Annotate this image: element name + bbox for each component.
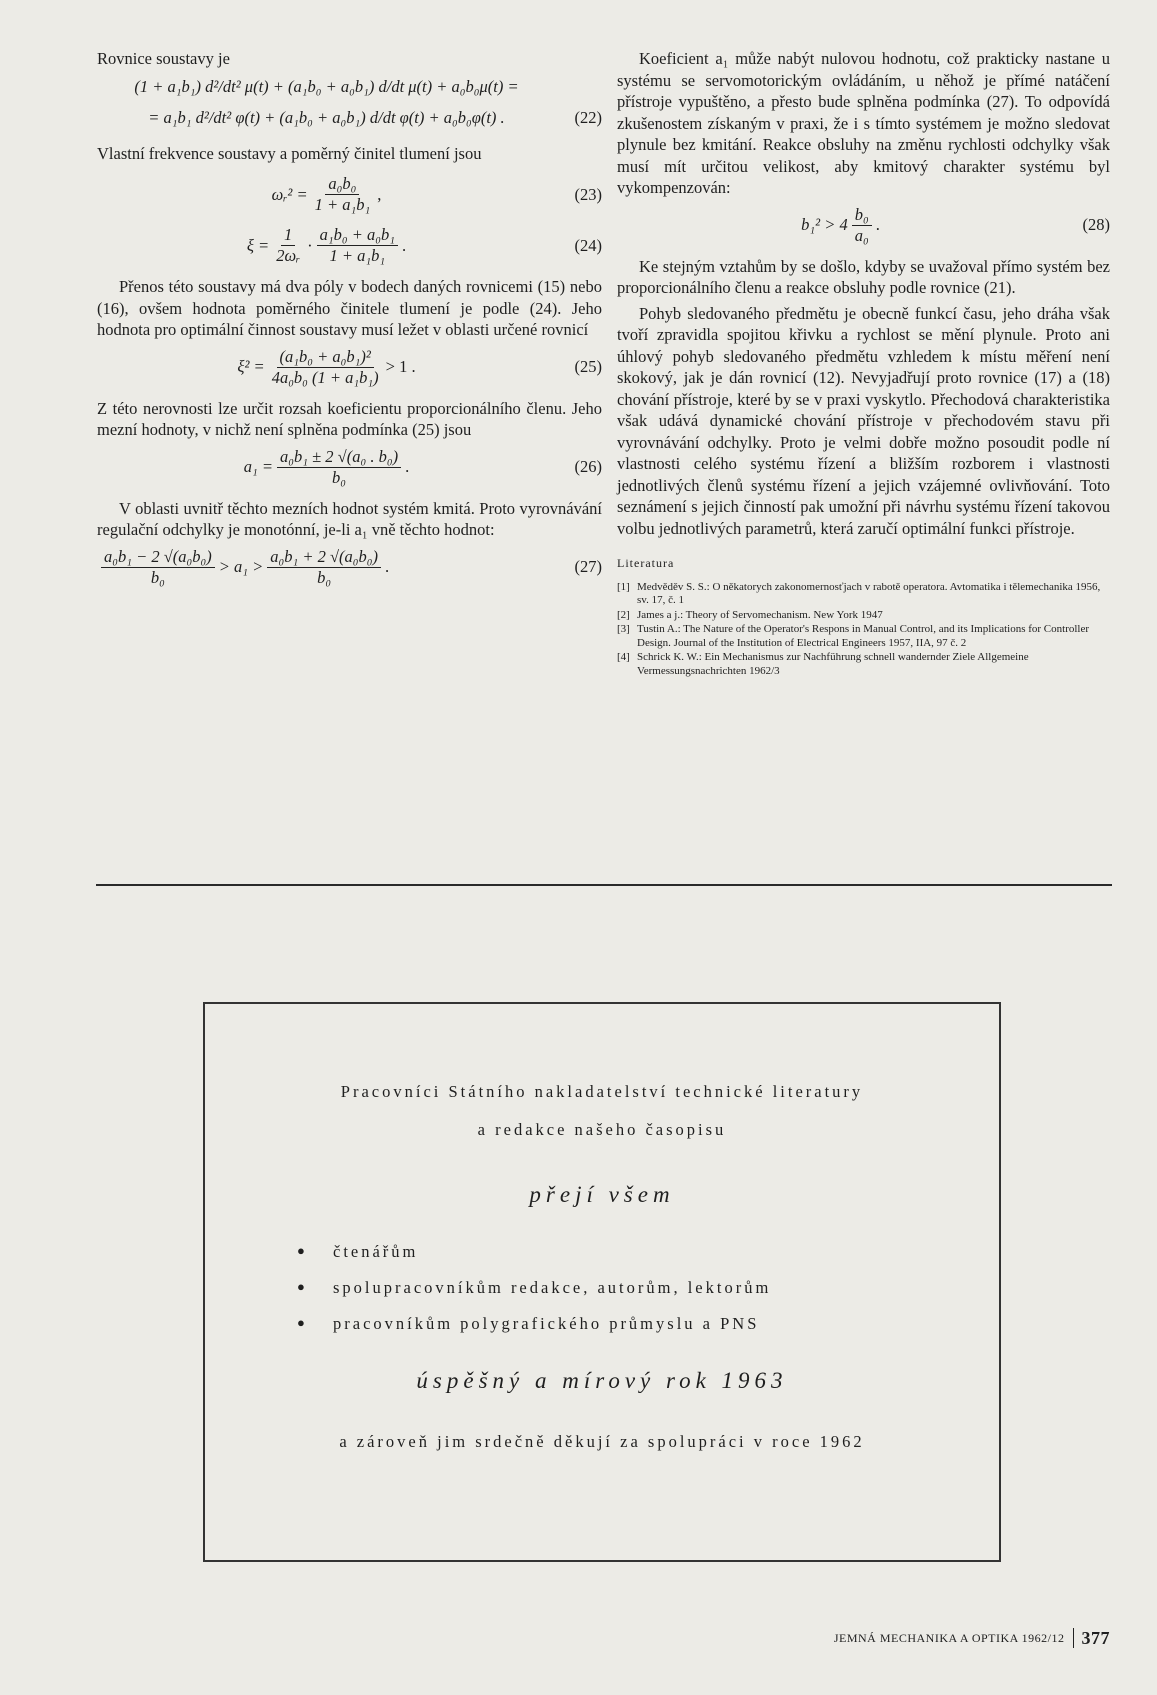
paragraph: Z této nerovnosti lze určit rozsah koeficientu proporcionálního členu. Jeho mezní hodnoty, v nichž není splněna podmínka (25) jsou [97,398,602,439]
journal-name: JEMNÁ MECHANIKA A OPTIKA 1962/12 [833,1630,1065,1645]
paragraph: Vlastní frekvence soustavy a poměrný činitel tlumení jsou [97,143,482,163]
paragraph: Rovnice soustavy je [97,49,230,68]
greeting-bullet: ● pracovníkům polygrafického průmyslu a PNS [333,1314,759,1334]
equation-26: a₁ = $\frac{\text{a₀b₁ ± 2 √(a₀ . b₀)}}{\text{b₀}}$ . (26) [243,446,602,487]
equation-number: (25) [574,357,602,377]
equation-number: (28) [1082,215,1110,235]
reference-item: [2] James a j.: Theory of Servomechanism. New York 1947 [617,608,883,621]
equation-24: ξ = $\frac{1}{\text{2ωᵣ}}$ · $\frac{\text{a₁b₀ + a₀b₁}}{\text{1 + a₁b₁}}$ . (24) [246,225,602,265]
paragraph: Koeficient a₁ může nabýt nulovou hodnotu, což prakticky nastane u systému se servomotorickým ovládáním, u něhož je přímé natáčení přístroje vypuštěno, a přesto bude splněna podmínka (27). To odpovídá zkušenostem získaným v praxi, že i s tímto systémem je možno sledovat plynule bez kmitání. Reakce obsluhy na změnu rychlosti odchylky však musí mít určitou velikost, aby kmitový charakter systému byl vykompenzován: [617,49,1110,197]
references-heading: Literatura [617,556,675,570]
footer-divider [1073,1628,1074,1648]
equation-number: (26) [574,457,602,477]
equation-number: (24) [574,235,602,255]
equation-number: (23) [574,184,602,204]
page-footer [780,1628,1110,1648]
equation-number: (22) [574,108,602,127]
reference-item: [4] Schrick K. W.: Ein Mechanismus zur Nachführung schnell wandernder Ziele Allgemeine Vermessungsnachrichten 1962/3 [617,651,1029,677]
left-column [97,48,602,598]
greeting-bullet: ● spolupracovníkům redakce, autorům, lektorům [333,1278,771,1298]
greeting-content [203,1002,1001,1562]
equation-23: ωᵣ² = $\frac{\text{a₀b₀}}{\text{1 + a₁b₁}}$ , (23) [271,174,602,214]
equation-22a: (1 + a₁b₁) d²/dt² μ(t) + (a₁b₀ + a₀b₁) d/dt μ(t) + a₀b₀μ(t) = [134,76,519,96]
reference-item: [3] Tustin A.: The Nature of the Operator's Respons in Manual Control, and its Implications for Controller Design. Journal of the Institution of Electrical Engineers 1957, IIA, 97 č. 2 [617,623,1090,649]
equation-28: b₁² > 4 $\frac{\text{b₀}}{\text{a₀}}$ . (28) [801,204,1110,245]
equation-27: $\frac{\text{a₀b₁ − 2 √(a₀b₀)}}{\text{b₀}}$ > a₁ > $\frac{\text{a₀b₁ + 2 √(a₀b₀)}}{\text{b₀}}$ . (27) [97,547,602,588]
reference-item: [1] Medvěděv S. S.: O někatorych zakonomernosťjach v rabotě operatora. Avtomatika i tělemechanika 1956, sv. 17, č. 1 [617,580,1101,606]
right-column [617,48,1110,679]
greeting-line-1: Pracovníci Státního nakladatelství technické literatury [340,1082,864,1101]
paragraph: V oblasti uvnitř těchto mezních hodnot systém kmitá. Proto vyrovnávání regulační odchylky je monotónní, je-li a₁ vně těchto hodnot: [97,498,602,539]
horizontal-rule [96,884,1112,886]
equation-number: (27) [574,557,602,577]
greeting-bullet: ● čtenářům [333,1242,418,1262]
paragraph: Přenos této soustavy má dva póly v bodech daných rovnicemi (15) nebo (16), ovšem hodnota poměrného činitele tlumení je podle (24). Jeho hodnota pro optimální činnost soustavy musí ležet v oblasti určené rovnicí [97,277,602,339]
greeting-line-4: úspěšný a mírový rok 1963 [416,1368,788,1393]
greeting-line-2: a redakce našeho časopisu [477,1120,727,1139]
paragraph: Ke stejným vztahům by se došlo, kdyby se uvažoval přímo systém bez proporcionálního členu a reakce obsluhy podle rovnice (21). [617,256,1110,297]
page-number: 377 [1081,1627,1110,1648]
greeting-line-5: a zároveň jim srdečně děkují za spolupráci v roce 1962 [339,1432,865,1451]
paragraph: Pohyb sledovaného předmětu je obecně funkcí času, jeho dráha však tvoří zpravidla spojitou křivku a rychlost se mění plynule. Proto ani úhlový pohyb sledovaného předmětu vzhledem k místu měření není skokový, jak je dán rovnicí (12). Nevyjadřují proto rovnice (17) a (18) chování přístroje, které by se v praxi vyskytlo. Přechodová charakteristika však udává dynamické chování přístroje v přechodovém stavu při vyrovnávání odchylky. Proto je velmi dobře možno posoudit podle ní vlastnosti celého systému řízení a bližším rozborem i vlastnosti jednotlivých členů systému řízení a jejich vzájemné ovlivňování. Toto seznámení s jejich činností pak umožní při návrhu systému řízení takovou volbu jednotlivých parametrů, která zaručí optimální funkci přístroje. [617,303,1110,538]
greeting-line-3: přejí všem [529,1182,675,1207]
equation-22b: = a₁b₁ d²/dt² φ(t) + (a₁b₀ + a₀b₁) d/dt φ(t) + a₀b₀φ(t) . (22) [148,108,602,127]
equation-25: ξ² = $\frac{\text{(a₁b₀ + a₀b₁)²}}{\text{4a₀b₀ (1 + a₁b₁)}}$ > 1 . (25) [237,346,602,387]
